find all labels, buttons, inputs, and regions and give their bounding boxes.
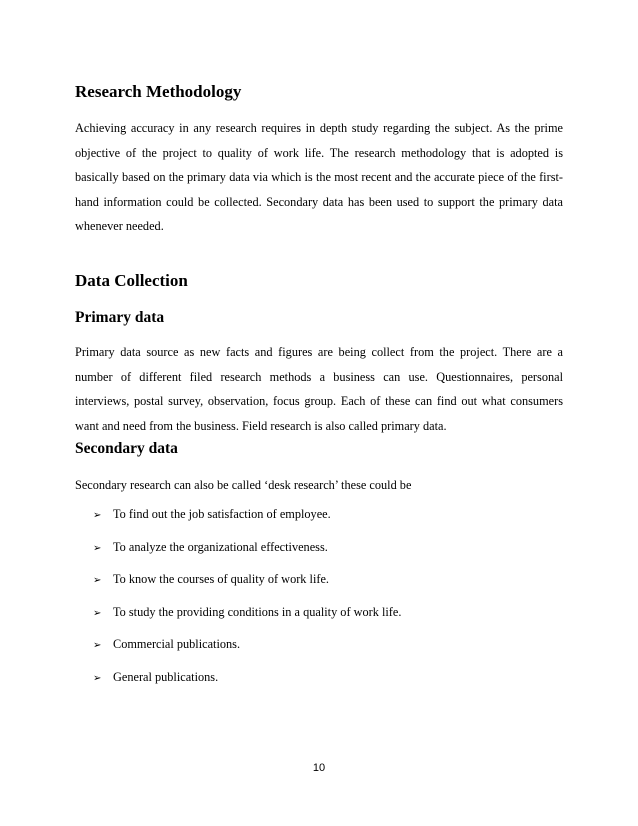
data-collection-heading: Data Collection bbox=[75, 271, 188, 290]
arrow-bullet-icon: ➢ bbox=[93, 640, 102, 651]
list-item bbox=[93, 539, 401, 572]
secondary-data-heading: Secondary data bbox=[75, 440, 178, 457]
secondary-data-intro: Secondary research can also be called ‘desk research’ these could be bbox=[75, 478, 412, 492]
list-item-text: To know the courses of quality of work life. bbox=[113, 572, 329, 586]
arrow-bullet-icon: ➢ bbox=[93, 542, 102, 554]
primary-data-paragraph: Primary data source as new facts and figures are being collect from the project. There are a number of different filed research methods a business can use. Questionnaires, personal interviews, postal survey, observation, focus group. Each of these can find out what consumers want and need from the business. Field research is also called primary data. bbox=[75, 345, 563, 433]
arrow-bullet-icon: ➢ bbox=[93, 672, 102, 684]
list-item bbox=[93, 506, 401, 539]
list-item-text: To find out the job satisfaction of employee. bbox=[113, 507, 331, 521]
page-number: 10 bbox=[312, 762, 326, 774]
secondary-data-bullet-list bbox=[93, 506, 401, 701]
list-item-text: Commercial publications. bbox=[113, 637, 241, 651]
arrow-bullet-icon: ➢ bbox=[93, 575, 102, 586]
list-item-text: To analyze the organizational effectiveness. bbox=[113, 539, 328, 554]
research-methodology-heading: Research Methodology bbox=[75, 82, 242, 101]
arrow-bullet-icon: ➢ bbox=[93, 510, 102, 521]
list-item bbox=[93, 571, 401, 604]
primary-data-heading: Primary data bbox=[75, 309, 165, 326]
list-item bbox=[93, 669, 401, 702]
list-item-text: To study the providing conditions in a quality of work life. bbox=[113, 604, 402, 619]
arrow-bullet-icon: ➢ bbox=[93, 607, 102, 619]
research-methodology-paragraph: Achieving accuracy in any research requires in depth study regarding the subject. As the prime objective of the project to quality of work life. The research methodology that is adopted is basically based on the primary data via which is the most recent and the accurate piece of the first-hand information could be collected. Secondary data has been used to support the primary data whenever needed. bbox=[75, 121, 563, 233]
list-item-text: General publications. bbox=[113, 669, 219, 684]
list-item bbox=[93, 636, 401, 669]
list-item bbox=[93, 604, 401, 637]
